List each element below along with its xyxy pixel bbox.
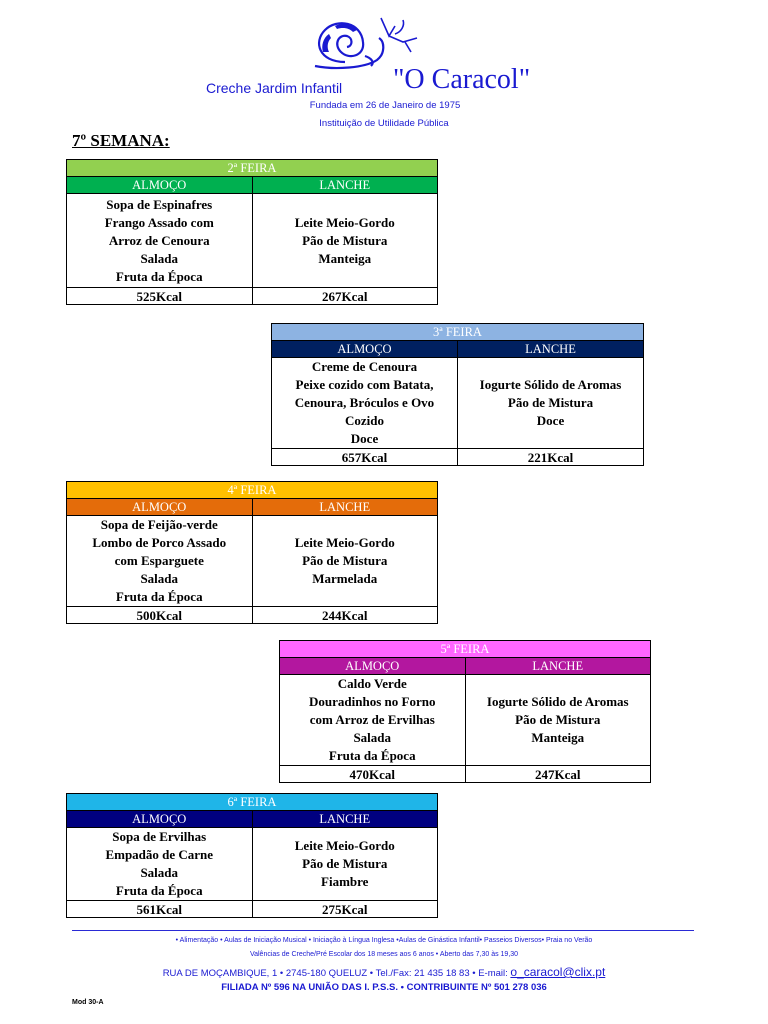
menu-line: Sopa de Feijão-verde xyxy=(100,517,218,532)
menu-line: Fruta da Época xyxy=(328,748,416,763)
day-title: 6ª FEIRA xyxy=(67,794,438,811)
lunch-header: ALMOÇO xyxy=(280,658,466,675)
menu-line: Fiambre xyxy=(321,874,369,889)
week-heading: 7º SEMANA: xyxy=(72,131,170,150)
lunch-kcal: 500Kcal xyxy=(67,607,253,624)
menu-line: Lombo de Porco Assado xyxy=(92,535,227,550)
snack-kcal: 275Kcal xyxy=(252,901,438,918)
snack-menu xyxy=(252,516,438,607)
snack-header: LANCHE xyxy=(252,811,438,828)
menu-line: Creme de Cenoura xyxy=(311,359,418,374)
lunch-kcal: 657Kcal xyxy=(272,449,458,466)
menu-line: Leite Meio-Gordo xyxy=(294,214,395,230)
menu-line: Sopa de Ervilhas xyxy=(112,829,207,844)
lunch-kcal: 525Kcal xyxy=(67,288,253,305)
snack-menu xyxy=(465,675,651,766)
day-title: 3ª FEIRA xyxy=(272,324,644,341)
menu-line: Pão de Mistura xyxy=(302,232,388,248)
snack-menu xyxy=(252,828,438,901)
menu-line: Frango Assado com xyxy=(104,214,214,230)
snack-header: LANCHE xyxy=(465,658,651,675)
menu-line: Sopa de Espinafres xyxy=(106,196,213,212)
day-title: 5ª FEIRA xyxy=(280,641,651,658)
snack-header: LANCHE xyxy=(458,341,644,358)
menu-line: Marmelada xyxy=(312,571,378,586)
footer-membership: FILIADA Nº 596 NA UNIÃO DAS I. P.S.S. • CONTRIBUINTE Nº 501 278 036 xyxy=(221,982,547,993)
lunch-menu xyxy=(67,516,253,607)
menu-line: Pão de Mistura xyxy=(507,395,594,410)
school-caracol-title: "O Caracol" xyxy=(393,64,531,95)
menu-line: com Arroz de Ervilhas xyxy=(309,712,435,727)
menu-line: Peixe cozido com Batata, xyxy=(295,377,434,392)
menu-line: Salada xyxy=(353,730,392,745)
menu-line: Manteiga xyxy=(531,730,585,745)
snack-kcal: 247Kcal xyxy=(465,766,651,783)
school-name: Creche Jardim Infantil xyxy=(206,80,343,96)
menu-line: Arroz de Cenoura xyxy=(108,232,210,248)
founded-date: Fundada em 26 de Janeiro de 1975 xyxy=(309,100,461,111)
lunch-header: ALMOÇO xyxy=(67,811,253,828)
menu-line: Salada xyxy=(140,865,179,880)
day-table-tuesday xyxy=(271,323,644,466)
footer-address xyxy=(0,965,768,979)
day-table-thursday xyxy=(279,640,651,783)
menu-line: Pão de Mistura xyxy=(515,712,601,727)
lunch-menu xyxy=(67,194,253,288)
menu-line: Fruta da Época xyxy=(115,268,203,284)
snack-menu xyxy=(252,194,438,288)
lunch-header: ALMOÇO xyxy=(272,341,458,358)
menu-line: com Esparguete xyxy=(114,553,204,568)
menu-line: Leite Meio-Gordo xyxy=(294,838,395,853)
lunch-menu xyxy=(272,358,458,449)
menu-line: Doce xyxy=(536,413,565,428)
menu-line: Doce xyxy=(350,431,379,446)
menu-line: Empadão de Carne xyxy=(105,847,214,862)
menu-line: Douradinhos no Forno xyxy=(309,694,436,709)
menu-line: Pão de Mistura xyxy=(302,856,388,871)
snack-kcal: 221Kcal xyxy=(458,449,644,466)
day-title: 4ª FEIRA xyxy=(67,482,438,499)
menu-line: Caldo Verde xyxy=(337,676,407,691)
footer-divider xyxy=(72,930,694,931)
menu-line: Salada xyxy=(140,571,179,586)
footer-schedule: Valências de Creche/Pré Escolar dos 18 meses aos 6 anos • Aberto das 7,30 às 19,30 xyxy=(249,951,519,958)
menu-line: Iogurte Sólido de Aromas xyxy=(479,377,622,392)
lunch-header: ALMOÇO xyxy=(67,177,253,194)
lunch-menu xyxy=(67,828,253,901)
footer-email-link[interactable]: o_caracol@clix.pt xyxy=(510,965,606,979)
day-table-wednesday xyxy=(66,481,438,624)
snack-header: LANCHE xyxy=(252,499,438,516)
menu-line: Leite Meio-Gordo xyxy=(294,535,395,550)
menu-line: Manteiga xyxy=(318,250,372,266)
lunch-menu xyxy=(280,675,466,766)
snack-header: LANCHE xyxy=(252,177,438,194)
lunch-header: ALMOÇO xyxy=(67,499,253,516)
menu-line: Cenoura, Bróculos e Ovo xyxy=(294,395,435,410)
snack-menu xyxy=(458,358,644,449)
institution-status: Instituição de Utilidade Pública xyxy=(319,118,449,129)
menu-line: Fruta da Época xyxy=(115,883,203,898)
menu-line: Fruta da Época xyxy=(115,589,203,604)
menu-line: Salada xyxy=(140,250,179,266)
snack-kcal: 267Kcal xyxy=(252,288,438,305)
form-code: Mod 30-A xyxy=(72,999,104,1006)
day-table-monday xyxy=(66,159,438,305)
menu-line: Cozido xyxy=(345,413,384,428)
lunch-kcal: 561Kcal xyxy=(67,901,253,918)
menu-line: Iogurte Sólido de Aromas xyxy=(486,694,629,709)
footer-activities: • Alimentação • Aulas de Iniciação Musical • Iniciação à Língua Inglesa •Aulas de Ginástica Infantil• Passeios Diversos• Praia no Verão xyxy=(175,937,593,944)
lunch-kcal: 470Kcal xyxy=(280,766,466,783)
footer-address-text: RUA DE MOÇAMBIQUE, 1 • 2745-180 QUELUZ • Tel./Fax: 21 435 18 83 • E-mail: xyxy=(162,968,508,979)
day-title: 2ª FEIRA xyxy=(67,160,438,177)
menu-line: Pão de Mistura xyxy=(302,553,388,568)
day-table-friday xyxy=(66,793,438,918)
snack-kcal: 244Kcal xyxy=(252,607,438,624)
